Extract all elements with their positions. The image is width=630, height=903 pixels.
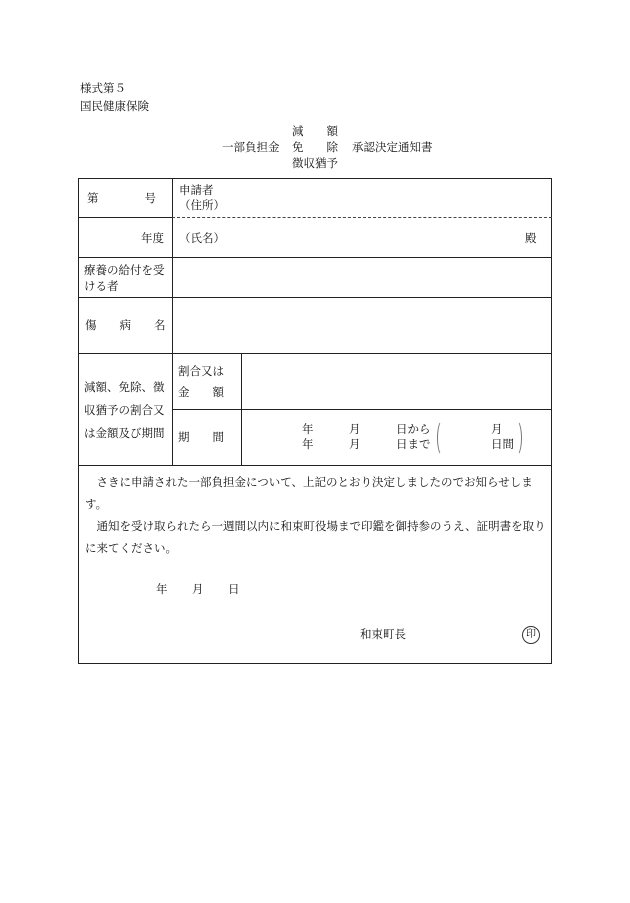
row-divider-recipient bbox=[79, 297, 551, 298]
seal-mark: 印 bbox=[522, 626, 540, 644]
row-divider-disease bbox=[79, 353, 551, 354]
period-from-day: 日から bbox=[396, 422, 431, 436]
fiscal-year-label: 年度 bbox=[141, 231, 164, 245]
period-to-month: 月 bbox=[349, 437, 361, 451]
row-divider-ratio bbox=[172, 409, 551, 410]
notice-paragraph-2: 通知を受け取られたら一週間以内に和束町役場まで印鑑を御持参のうえ、証明書を取りに来てください。 bbox=[85, 519, 546, 555]
issue-date-day: 日 bbox=[228, 582, 240, 596]
form-number: 様式第５ bbox=[80, 81, 126, 95]
duration-right-bracket bbox=[511, 420, 522, 456]
period-to-year: 年 bbox=[302, 437, 314, 451]
disease-name-label: 傷 病 名 bbox=[85, 318, 166, 332]
name-label: （氏名） bbox=[179, 231, 225, 245]
issue-date-month: 月 bbox=[192, 582, 204, 596]
notice-paragraph-1: さきに申請された一部負担金について、上記のとおり決定しましたのでお知らせします。 bbox=[85, 475, 533, 511]
left-column-divider bbox=[172, 179, 173, 465]
period-from-month: 月 bbox=[349, 422, 361, 436]
duration-days: 日間 bbox=[491, 437, 514, 451]
title-reduce: 減 額 bbox=[292, 124, 338, 138]
reduction-label-line3: は金額及び期間 bbox=[84, 426, 165, 440]
title-defer: 徴収猶予 bbox=[292, 156, 338, 170]
duration-left-bracket bbox=[437, 420, 448, 456]
title-suffix: 承認決定通知書 bbox=[352, 140, 433, 154]
period-from-year: 年 bbox=[302, 422, 314, 436]
reduction-label-line1: 減額、免除、徴 bbox=[84, 380, 165, 394]
title-exempt: 免 除 bbox=[292, 140, 338, 154]
honorific-label: 殿 bbox=[525, 231, 537, 245]
period-label: 期 間 bbox=[178, 430, 224, 444]
duration-months: 月 bbox=[491, 422, 503, 436]
row-divider-number bbox=[79, 217, 172, 218]
issuer-title: 和束町長 bbox=[360, 627, 406, 641]
title-prefix: 一部負担金 bbox=[222, 140, 280, 154]
reduction-label-line2: 収猶予の割合又 bbox=[84, 403, 165, 417]
recipient-label-line2: ける者 bbox=[84, 279, 119, 293]
ratio-label-line1: 割合又は bbox=[178, 364, 224, 378]
row-divider-period bbox=[79, 465, 551, 466]
applicant-dashed-divider bbox=[172, 217, 552, 218]
period-to-day: 日まで bbox=[396, 437, 431, 451]
notice-form bbox=[78, 178, 552, 664]
row-divider-name bbox=[79, 257, 551, 258]
applicant-label: 申請者 bbox=[179, 183, 214, 197]
ratio-label-line2: 金 額 bbox=[178, 385, 224, 399]
document-title bbox=[222, 123, 452, 171]
address-label: （住所） bbox=[179, 198, 225, 212]
recipient-label-line1: 療養の給付を受 bbox=[84, 263, 165, 277]
insurance-category: 国民健康保険 bbox=[80, 99, 149, 113]
number-label: 第 号 bbox=[87, 191, 156, 205]
issue-date-year: 年 bbox=[156, 582, 168, 596]
